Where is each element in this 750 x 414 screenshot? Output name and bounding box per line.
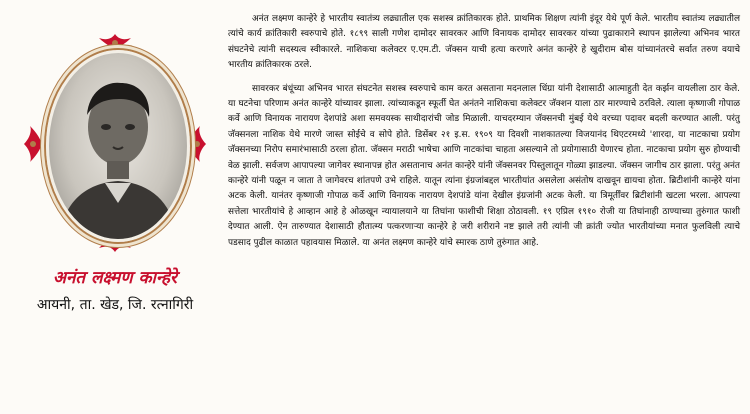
person-place: आयनी, ता. खेड, जि. रत्नागिरी [36,297,194,313]
portrait-panel [0,0,230,414]
person-name: अनंत लक्ष्मण कान्हेरे [52,268,178,288]
portrait-frame [28,38,202,248]
portrait-photo [46,50,190,242]
paragraph: सावरकर बंधूंच्या अभिनव भारत संघटनेत सशस्त्र स्वरुपाचे काम करत असताना मदनलाल धिंग्रा यांनी देशासाठी आत्माहुती देत कर्झन वायलीला ठार केले. या घटनेचा परिणाम अनंत कान्हेरे यांच्यावर झाला. त्यांच्याकडून स्फूर्ती घेत अनंतने नाशिकचा कलेक्टर जॅक्शन याला ठार मारण्याचे ठरविले. त्याला कृष्णाजी गोपाळ कर्वे आणि विनायक नारायण देशपांडे अशा समवयस्क साथीदारांची जोड मिळाली. याचदरम्यान जॅक्सनची मुंबई येथे वरच्या पदावर बदली करण्यात आली. परंतु जॅक्सनला नाशिक येथे मारणे जास्त सोईचे व सोपे होते. डिसेंबर २१ इ.स. १९०९ या दिवशी नाशकातल्या विजयानंद थिएटरमध्ये 'शारदा, या नाटकाचा प्रयोग जॅक्सनच्या निरोप समारंभासाठी ठरला होता. जॅक्सन मराठी भाषेचा आणि नाटकांचा चाहता असल्याने तो प्रयोगासाठी येणारच होता. नाटकाचा प्रयोग सुरु होण्याची वेळ झाली. सर्वजण आपापल्या जागेवर स्थानापन्न होत असतानाच अनंत कान्हेरे यांनी जॅक्सनवर पिस्तुलातून गोळ्या झाडल्या. जॅक्सन जागीच ठार झाला. परंतु अनंत कान्हेरे यांनी पळून न जाता ते जागेवरच शांतपणे उभे राहिले. यातून त्यांना इंग्रजांबद्दल भारतीयांत असलेला असंतोष दाखवून द्यायचा होता. ब्रिटीशांनी कान्हेरे यांना अटक केली. यानंतर कृष्णाजी गोपाळ कर्वे आणि विनायक नारायण देशपांडे यांना देखील इंग्रजांनी अटक केली. या त्रिमूर्तींवर ब्रिटीशांनी खटला भरला. आपल्या सत्तेला भारतीयांचे हे आव्हान आहे हे ओळखून न्यायालयाने या तिघांना फाशीची शिक्षा ठोठावली. १९ एप्रिल १९१० रोजी या तिघांनाही ठाण्याच्या तुरुंगात फाशी देण्यात आली. ऐन तारुण्यात देशासाठी हौतात्म्य पत्करणाऱ्या कान्हेरे हे जरी शरीराने नष्ट झाले तरी त्यांनी जी क्रांती ज्योत भारतीयांच्या मनात फुलविली त्याचे पडसाद पुढील काळात पहावयास मिळाले. या अनंत लक्ष्मण कान्हेरे यांचे स्मारक ठाणे तुरुंगात आहे. [228,83,740,248]
floral-ornament-icon [20,124,44,164]
biography-text [228,12,740,259]
paragraph: अनंत लक्ष्मण कान्हेरे हे भारतीय स्वातंत्र्य लढ्यातील एक सशस्त्र क्रांतिकारक होते. प्राथमिक शिक्षण त्यांनी इंदूर येथे पूर्ण केले. भारतीय स्वातंत्र्य लढ्यातील त्यांचे कार्य क्रांतिकारी स्वरुपाचे होते. १८९९ साली गणेश दामोदर सावरकर आणि विनायक दामोदर सावरकर यांच्या पुढाकाराने स्थापन झालेल्या अभिनव भारत संघटनेचे त्यांनी सदस्यत्व स्वीकारले. नाशिकचा कलेक्टर ए.एम.टी. जॅक्सन याची हत्या करणारे अनंत कान्हेरे हे खुदीराम बोस यांच्यानंतरचे सर्वात तरुण वयाचे भारतीय क्रांतिकारक ठरले. [228,14,740,71]
